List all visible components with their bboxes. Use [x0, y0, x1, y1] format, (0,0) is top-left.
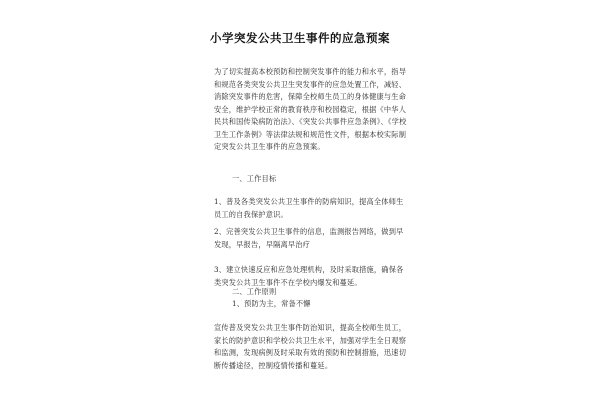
section-heading-goals: 一、工作目标 — [232, 174, 277, 183]
principle-heading-1: 1、预防为主，常备不懈 — [232, 299, 311, 308]
principle-1-paragraph: 宣传普及突发公共卫生事件防治知识，提高全校师生员工，家长的防护意识和学校公共卫生水平，加强对学生全日观察和监测，发现病例及时采取有效的预防和控制措施，迅速切断传播途径，控制疫情传播和蔓延。 — [214, 323, 407, 370]
section-heading-principles: 二、工作原则 — [232, 287, 277, 296]
goal-item-1: 1、普及各类突发公共卫生事件的防病知识，提高全体师生员工的自我保护意识。 — [214, 197, 404, 219]
intro-paragraph: 为了切实提高本校预防和控制突发事件的能力和水平，指导和规范各类突发公共卫生突发事件的应急处置工作，减轻、消除突发事件的危害，保障全校师生员工的身体健康与生命安全，维护学校正常的教育秩序和校园稳定，根据《中华人民共和国传染病防治法》、《突发公共事件应急条例》、《学校卫生工作条例》等法律法规和规范性文件，根据本校实际制定突发公共卫生事件的应急预案。 — [214, 67, 407, 151]
goal-item-2: 2、完善突发公共卫生事件的信息，监测报告网络，做到早发现，早报告，早隔离早治疗 — [214, 227, 404, 249]
goal-item-3: 3、建立快速反应和应急处理机构，及时采取措施，确保各类突发公共卫生事件不在学校内爆发和蔓延。 — [214, 265, 404, 287]
document-title: 小学突发公共卫生事件的应急预案 — [210, 31, 390, 45]
